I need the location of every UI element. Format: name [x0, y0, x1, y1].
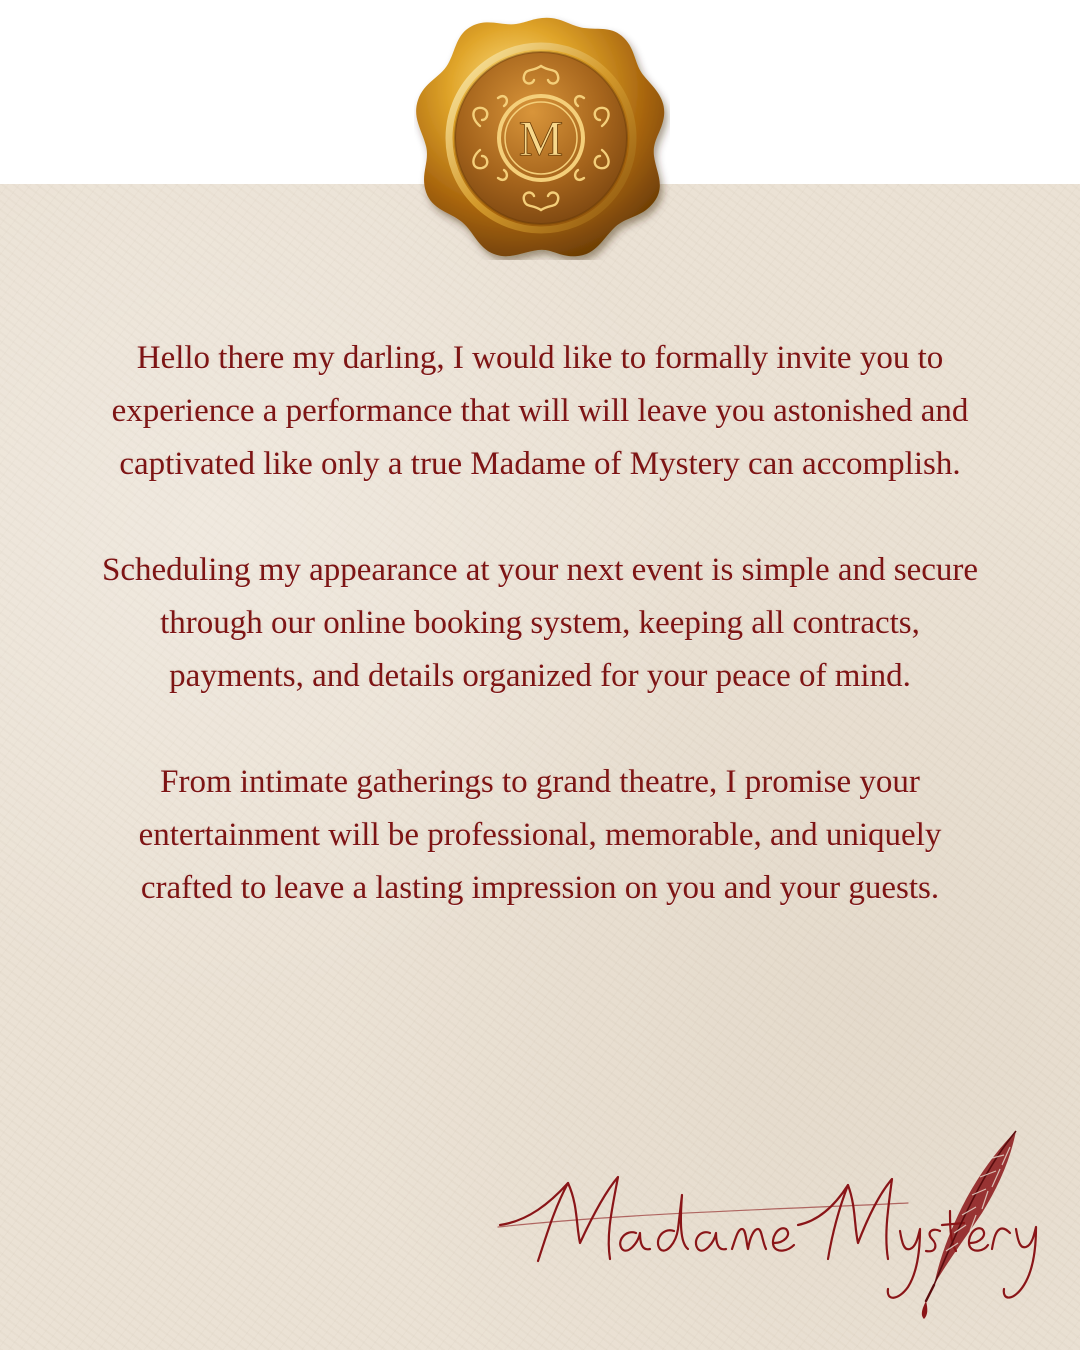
invitation-letter — [100, 332, 980, 968]
letter-paragraph: Hello there my darling, I would like to formally invite you to experience a performance that will will leave you astonished and captivated like only a true Madame of Mystery can accomplish. — [111, 340, 969, 482]
signature — [488, 1125, 1038, 1325]
letter-paragraph: Scheduling my appearance at your next event is simple and secure through our online booking system, keeping all contracts, payments, and details organized for your peace of mind. — [101, 552, 979, 694]
letter-paragraph: From intimate gatherings to grand theatre, I promise your entertainment will be professional, memorable, and uniquely crafted to leave a lasting impression on you and your guests. — [138, 764, 942, 906]
seal-monogram: M — [518, 110, 564, 166]
wax-seal-icon — [414, 14, 670, 260]
quill-pen-icon — [922, 1131, 1016, 1319]
